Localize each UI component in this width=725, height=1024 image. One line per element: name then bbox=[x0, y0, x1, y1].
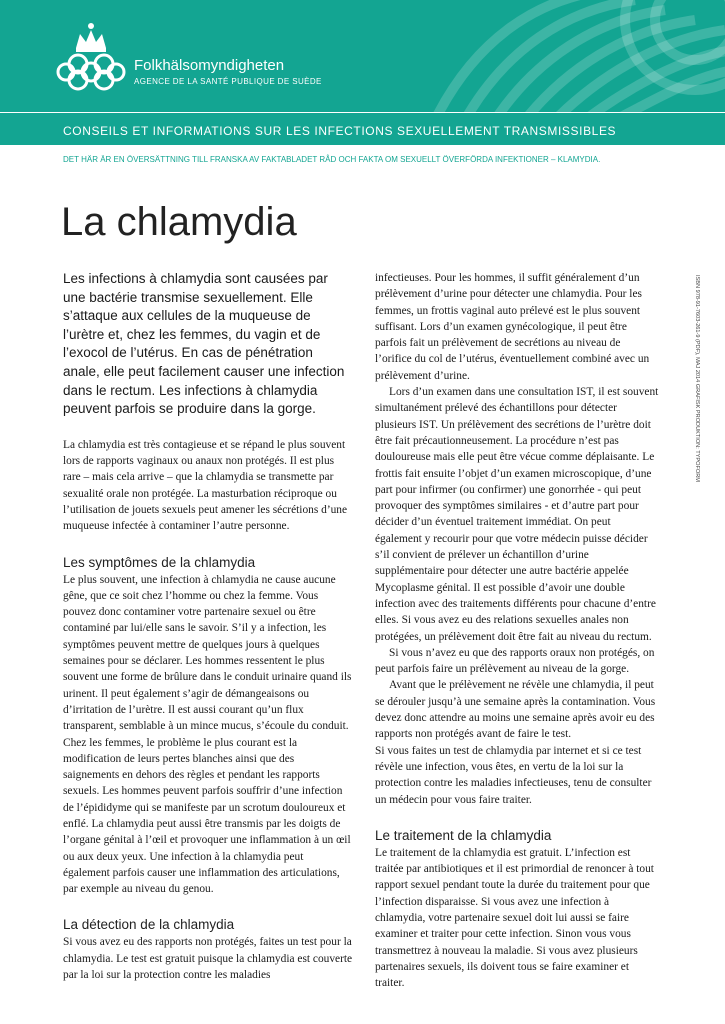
right-column bbox=[375, 270, 659, 991]
organization-subtitle: AGENCE DE LA SANTÉ PUBLIQUE DE SUÈDE bbox=[134, 77, 322, 86]
topic-band bbox=[0, 112, 725, 145]
waiting-period-paragraph: Avant que le prélèvement ne révèle une chlamydia, il peut se dérouler jusqu’à une semaine après la contamination. Vous devez donc attendre au moins une semaine après avoir eu des rapports non protégés avant de faire le test. bbox=[375, 679, 656, 741]
detection-paragraph: Si vous avez eu des rapports non protégés, faites un test pour la chlamydia. Le test est gratuit puisque la chlamydia est couverte par la loi sur la protection contre les maladies bbox=[63, 936, 353, 982]
lead-paragraph: Les infections à chlamydia sont causées par une bactérie transmise sexuellement. Elle s’attaque aux cellules de la muqueuse de l’urètre et, chez les femmes, du vagin et de l’exocol de l’utérus. En cas de pénétration anale, elle peut facilement causer une infection dans le rectum. Les infections à chlamydia peuvent parfois se produire dans la gorge. bbox=[63, 271, 345, 417]
treatment-paragraph: Le traitement de la chlamydia est gratuit. L’infection est traitée par antibiotiques et il est primordial de renoncer à tout rapport sexuel pendant toute la durée du traitement pour que l’infection disparaisse. Si vous avez une infection à chlamydia, votre partenaire sexuel doit lui aussi se faire examiner et traiter pour cette infection. Sinon vous vous transmettrez à nouveau la maladie. Si vous avez plusieurs partenaires sexuels, ils doivent tous se faire examiner et traiter. bbox=[375, 846, 654, 990]
crown-logo-icon bbox=[56, 18, 126, 94]
topic-band-title: CONSEILS ET INFORMATIONS SUR LES INFECTIONS SEXUELLEMENT TRANSMISSIBLES bbox=[63, 124, 617, 138]
oral-contact-paragraph: Si vous n’avez eu que des rapports oraux non protégés, on peut parfois faire un prélèvement au niveau de la gorge. bbox=[375, 646, 655, 676]
symptoms-paragraph: Le plus souvent, une infection à chlamydia ne cause aucune gêne, que ce soit chez l’homme ou chez la femme. Vous pouvez donc contaminer votre partenaire sexuel ou être contaminé par lui/elle sans le savoir. S’il y a infection, les symptômes peuvent mettre de quelques jours à quelques semaines pour se déclarer. Les hommes ressentent le plus souvent une forme de brûlure dans le conduit urinaire quand ils urinent. Il peut également s’agir de démangeaisons ou d’irritation de l’urètre. Il est aussi courant qu’un flux transparent, semblable à un mince mucus, s’écoule du conduit. Chez les femmes, le problème le plus courant est la modification de leurs pertes blanches ainsi que des saignements en dehors des règles et pendant les rapports sexuels. Les hommes peuvent parfois souffrir d’une infection de l’épididyme qui se manifeste par un scrotum douloureux et enflé. La chlamydia peut aussi être transmis par les doigts de l’organe génital à l’œil et provoquer une inflammation à un œil ou aux deux yeux. Une infection à la chlamydia peut également parfois causer une inflammation des articulations, par exemple au niveau du genou. bbox=[63, 573, 352, 896]
page-title: La chlamydia bbox=[61, 200, 297, 244]
translation-note: DET HÄR ÄR EN ÖVERSÄTTNING TILL FRANSKA AV FAKTABLADET RÅD OCH FAKTA OM SEXUELLT ÖVERFÖRDA INFEKTIONER – KLAMYDIA. bbox=[63, 155, 601, 164]
organization-name: Folkhälsomyndigheten bbox=[134, 57, 285, 74]
isbn-text: ISBN 978-91-7603-261-9 (PDF), MAJ 2014 GRAFISK PRODUKTION: TYPOFORM bbox=[694, 275, 700, 482]
treatment-heading: Le traitement de la chlamydia bbox=[375, 827, 552, 843]
left-column bbox=[63, 270, 353, 983]
intro-paragraph: La chlamydia est très contagieuse et se répand le plus souvent lors de rapports vaginaux ou anaux non protégés. Il est plus rare – mais cela arrive – que la chlamydia se transmette par sexualité orale non protégée. La masturbation réciproque ou l’utilisation de jouets sexuels peut amener les sécrétions d’une muqueuse infectée à contaminer l’autre personne. bbox=[63, 438, 348, 533]
isbn-side-note bbox=[690, 275, 702, 515]
decorative-pattern bbox=[395, 0, 725, 112]
ist-consultation-paragraph: Lors d’un examen dans une consultation IST, il est souvent simultanément prélevé des échantillons pour détecter plusieurs IST. Un prélèvement des secrétions de l’urètre doit être fait précautionneusement. La procédure n’est pas douloureuse mais elle peut être vécue comme déplaisante. Le frottis fait ensuite l’objet d’un examen microscopique, d’une part pour infirmer (ou confirmer) une gonorrhée - qui peut provoquer des symptômes similaires - et d’autre part pour décider d’un éventuel traitement immédiat. On peut également y recourir pour que votre médecin puisse décider s’il convient de prélever un échantillon d’urine supplémentaire pour détecter une autre bactérie appelée Mycoplasme génital. Il est possible d’avoir une double infection avec des traitements différents pour chacune d’entre elles. Si vous avez eu des relations sexuelles anales non protégées, un prélèvement doit être fait au niveau du rectum. bbox=[375, 386, 659, 643]
detection-continued-paragraph: infectieuses. Pour les hommes, il suffit généralement d’un prélèvement d’urine pour détecter une chlamydia. Pour les femmes, un frottis vaginal auto prélevé est le plus souvent suffisant. Lors d’un examen gynécologique, il peut être parfois fait un prélèvement de secrétions au niveau de l’orifice du col de l’utérus, éventuellement combiné avec un prélèvement d’urine. bbox=[375, 272, 650, 382]
header-banner bbox=[0, 0, 725, 112]
internet-test-paragraph: Si vous faites un test de chlamydia par internet et si ce test révèle une infection, vous êtes, en vertu de la loi sur la protection contre les maladies infectieuses, tenu de consulter un médecin pour vous faire traiter. bbox=[375, 744, 652, 806]
detection-heading: La détection de la chlamydia bbox=[63, 917, 235, 933]
symptoms-heading: Les symptômes de la chlamydia bbox=[63, 554, 256, 570]
